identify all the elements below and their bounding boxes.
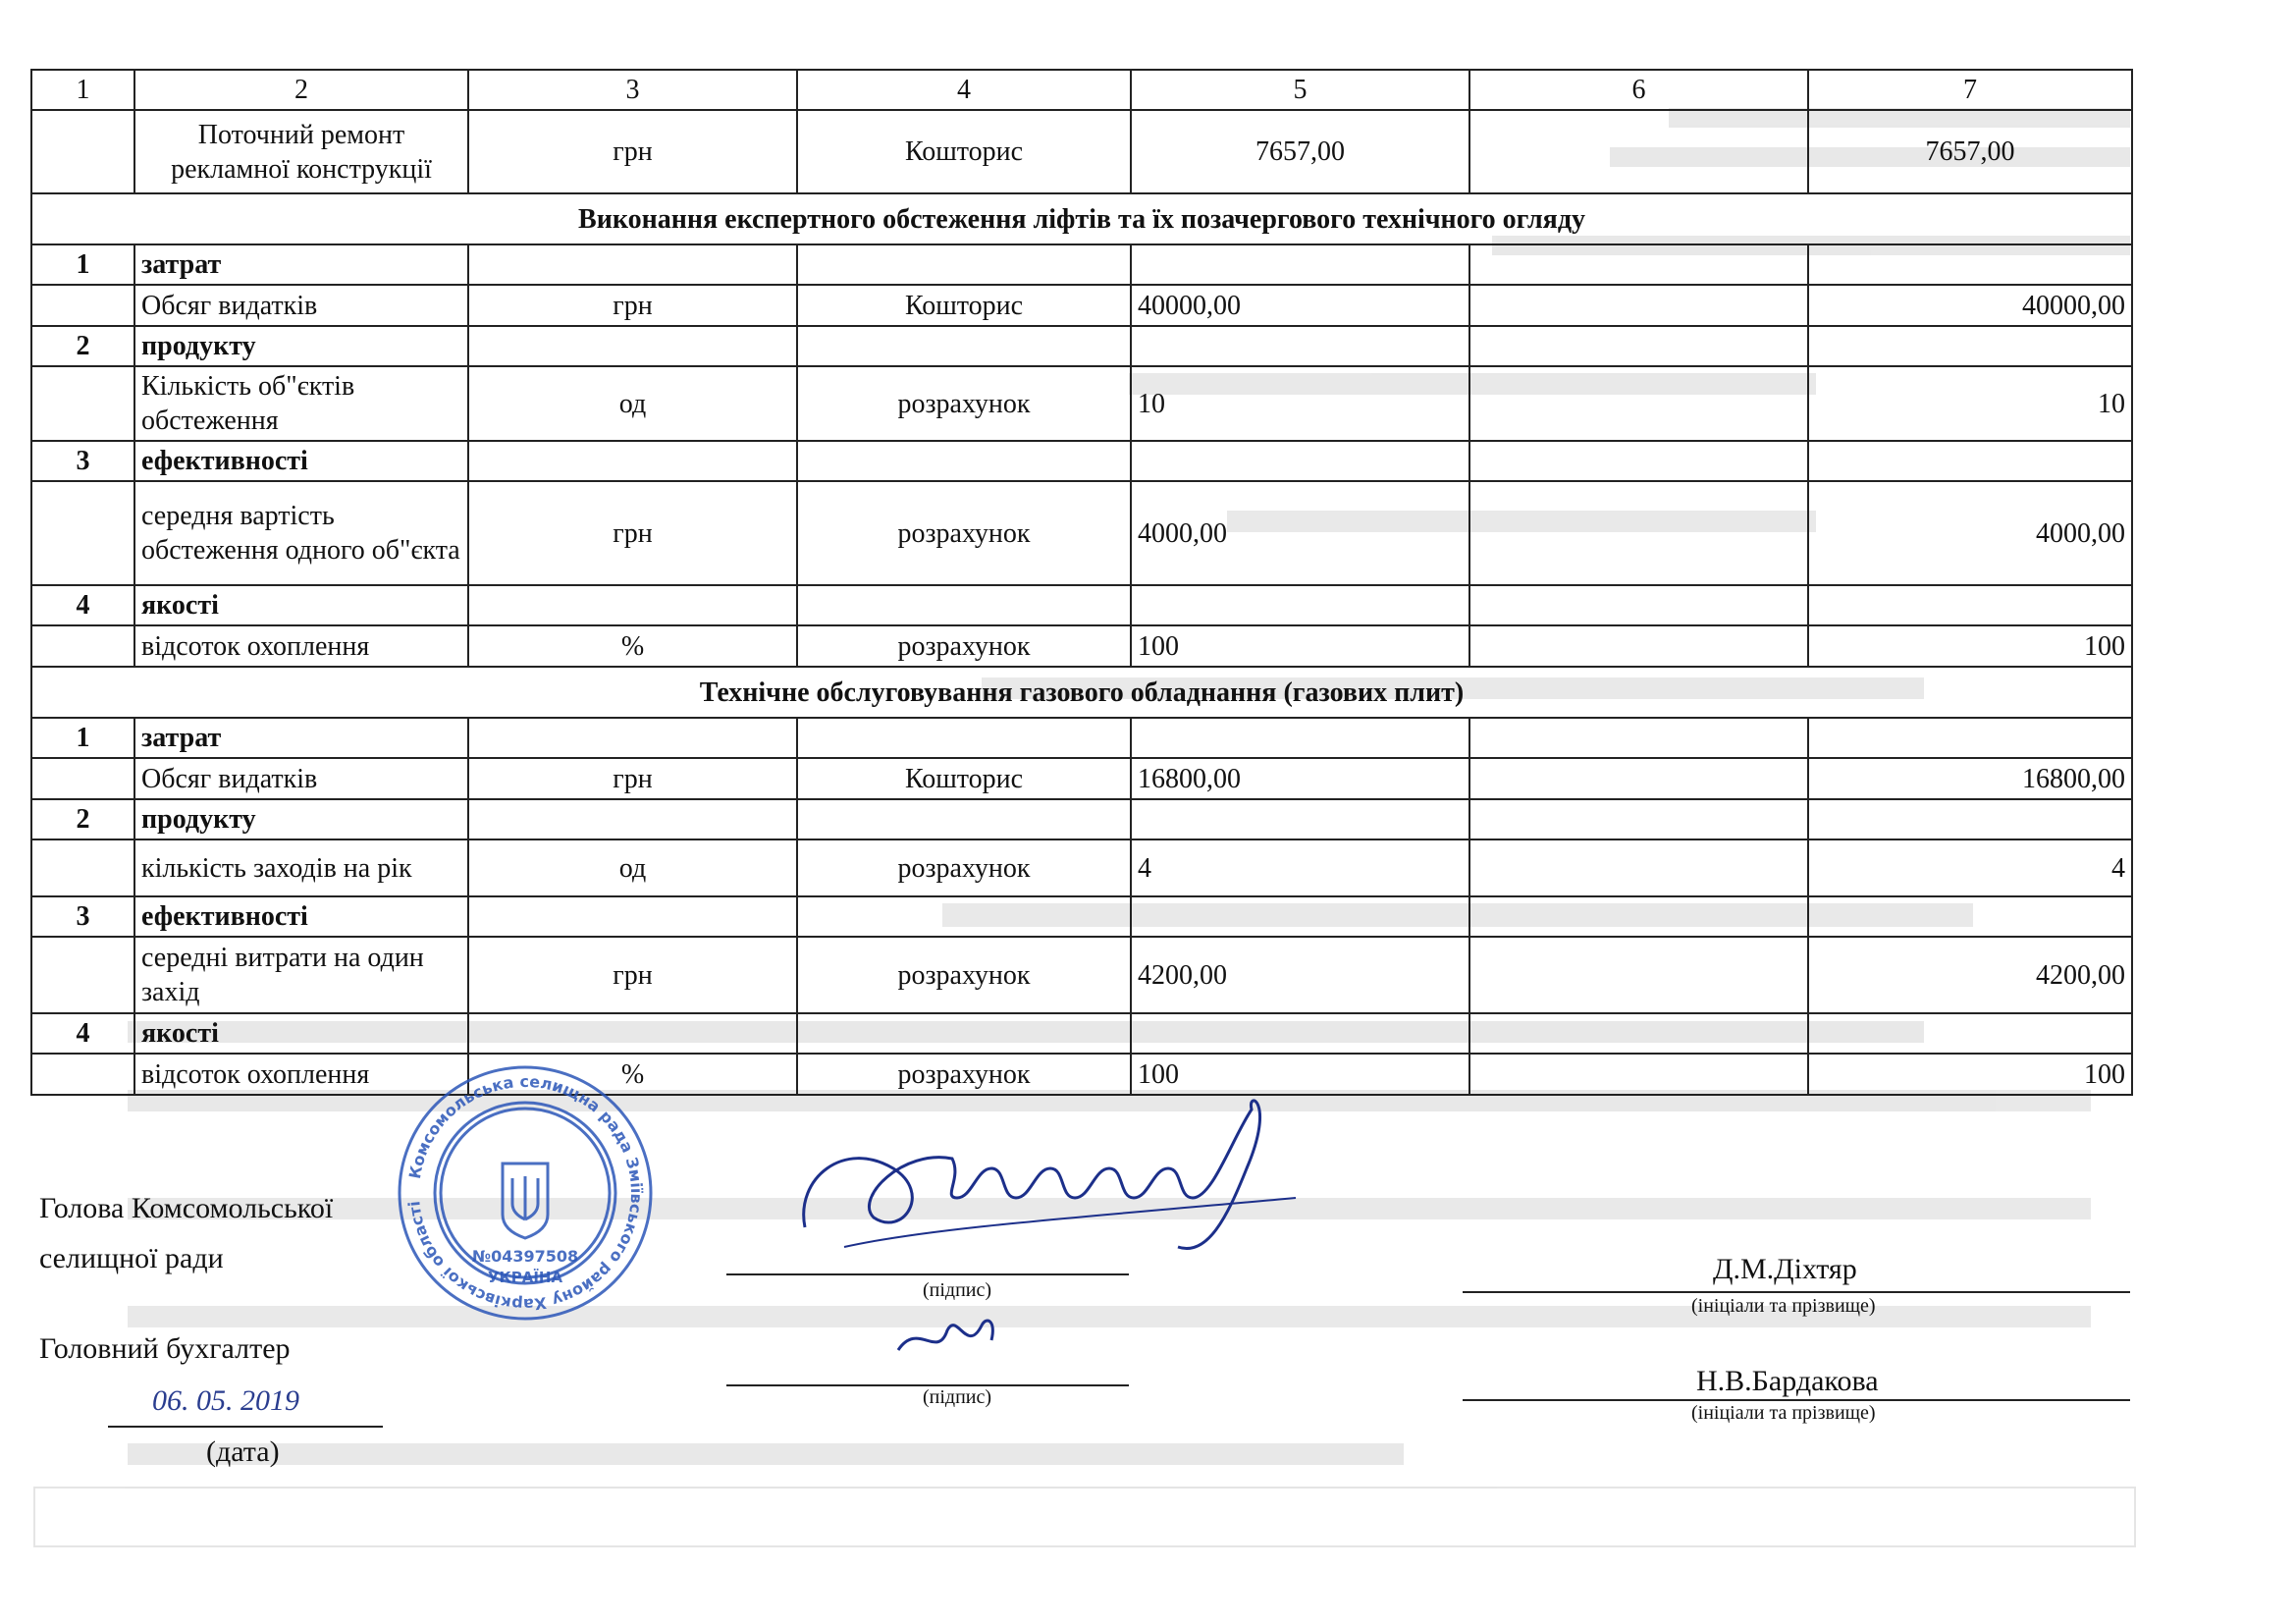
indicator-value-5: 10 [1131, 366, 1469, 441]
indicator-value-7: 4000,00 [1808, 481, 2132, 585]
group-number: 1 [31, 718, 134, 758]
col-2-header: 2 [134, 70, 468, 110]
col-5-header: 5 [1131, 70, 1469, 110]
group-number: 3 [31, 441, 134, 481]
indicator-unit: грн [468, 758, 797, 799]
indicator-source: розрахунок [797, 366, 1131, 441]
indicator-source: розрахунок [797, 839, 1131, 896]
indicator-unit: грн [468, 285, 797, 326]
col-1-header: 1 [31, 70, 134, 110]
indicator-value-5: 4 [1131, 839, 1469, 896]
table-row [31, 839, 2132, 896]
stamp-country: УКРАЇНА [487, 1269, 563, 1286]
accountant-handwritten-signature [888, 1301, 1006, 1370]
indicator-value-7: 10 [1808, 366, 2132, 441]
indicator-unit: од [468, 366, 797, 441]
head-name: Д.М.Діхтяр [1713, 1253, 1857, 1285]
indicator-name: кількість заходів на рік [134, 839, 468, 896]
group-number: 2 [31, 326, 134, 366]
indicator-unit: % [468, 1054, 797, 1095]
head-title [39, 1183, 333, 1283]
date-hint: (дата) [206, 1435, 280, 1468]
col-7-header: 7 [1808, 70, 2132, 110]
indicator-value-5: 40000,00 [1131, 285, 1469, 326]
accountant-title: Головний бухгалтер [39, 1332, 291, 1365]
indicator-value-7: 4 [1808, 839, 2132, 896]
group-number: 4 [31, 585, 134, 625]
trident-emblem [503, 1164, 548, 1238]
group-label: продукту [134, 326, 468, 366]
table-row [31, 285, 2132, 326]
column-number-row [31, 70, 2132, 110]
indicator-unit: грн [468, 110, 797, 193]
indicator-source: Кошторис [797, 285, 1131, 326]
group-label: якості [134, 585, 468, 625]
group-row [31, 1013, 2132, 1054]
table-row [31, 366, 2132, 441]
accountant-name-hint: (ініціали та прізвище) [1691, 1402, 1876, 1424]
head-title-line-2: селищної ради [39, 1242, 224, 1274]
indicator-value-7: 40000,00 [1808, 285, 2132, 326]
indicator-source: розрахунок [797, 481, 1131, 585]
indicator-value-5: 16800,00 [1131, 758, 1469, 799]
group-row [31, 896, 2132, 937]
indicator-source: розрахунок [797, 937, 1131, 1013]
group-label: затрат [134, 718, 468, 758]
indicator-unit: грн [468, 937, 797, 1013]
table-row [31, 937, 2132, 1013]
indicator-source: Кошторис [797, 110, 1131, 193]
indicator-value-7: 7657,00 [1808, 110, 2132, 193]
table-row [31, 758, 2132, 799]
table-row [31, 481, 2132, 585]
group-number: 3 [31, 896, 134, 937]
table-row [31, 110, 2132, 193]
official-stamp [393, 1060, 658, 1326]
indicator-value-5: 100 [1131, 625, 1469, 667]
accountant-signature-hint: (підпис) [923, 1386, 992, 1408]
indicator-source: розрахунок [797, 625, 1131, 667]
indicator-value-5: 4000,00 [1131, 481, 1469, 585]
indicator-name: Кількість об"єктів обстеження [134, 366, 468, 441]
group-row [31, 718, 2132, 758]
indicator-value-7: 4200,00 [1808, 937, 2132, 1013]
section-title-gas: Технічне обслуговування газового обладнання (газових плит) [31, 667, 2132, 718]
date-line [108, 1426, 383, 1428]
group-label: якості [134, 1013, 468, 1054]
indicator-name: відсоток охоплення [134, 625, 468, 667]
group-number: 4 [31, 1013, 134, 1054]
performance-indicators-table [30, 69, 2133, 1096]
indicator-value-5: 100 [1131, 1054, 1469, 1095]
indicator-unit: % [468, 625, 797, 667]
group-label: затрат [134, 244, 468, 285]
indicator-name: середні витрати на один захід [134, 937, 468, 1013]
section-title-row [31, 667, 2132, 718]
group-number: 2 [31, 799, 134, 839]
col-3-header: 3 [468, 70, 797, 110]
indicator-value-6 [1469, 110, 1808, 193]
group-row [31, 585, 2132, 625]
section-title-row [31, 193, 2132, 244]
group-row [31, 799, 2132, 839]
col-6-header: 6 [1469, 70, 1808, 110]
table-row [31, 625, 2132, 667]
indicator-value-7: 100 [1808, 625, 2132, 667]
indicator-source: Кошторис [797, 758, 1131, 799]
indicator-name: відсоток охоплення [134, 1054, 468, 1095]
indicator-name: Поточний ремонт рекламної конструкції [134, 110, 468, 193]
indicator-value-5: 7657,00 [1131, 110, 1469, 193]
stamp-code: №04397508 [471, 1247, 579, 1266]
section-title-lifts: Виконання експертного обстеження ліфтів та їх позачергового технічного огляду [31, 193, 2132, 244]
indicator-name: Обсяг видатків [134, 758, 468, 799]
head-title-line-1: Голова Комсомольської [39, 1192, 334, 1224]
indicator-unit: грн [468, 481, 797, 585]
accountant-name: Н.В.Бардакова [1696, 1365, 1879, 1397]
indicator-value-5: 4200,00 [1131, 937, 1469, 1013]
indicator-value-7: 100 [1808, 1054, 2132, 1095]
head-name-line [1463, 1291, 2130, 1293]
group-number: 1 [31, 244, 134, 285]
group-label: ефективності [134, 896, 468, 937]
col-4-header: 4 [797, 70, 1131, 110]
stamp-ring-text-path: Комсомольська селищна рада Зміївського району Харківської області [404, 1071, 647, 1315]
group-label: продукту [134, 799, 468, 839]
indicator-name: середня вартість обстеження одного об"єкта [134, 481, 468, 585]
group-row [31, 244, 2132, 285]
indicator-unit: од [468, 839, 797, 896]
indicator-value-7: 16800,00 [1808, 758, 2132, 799]
handwritten-signature [785, 1080, 1315, 1276]
date-value: 06. 05. 2019 [152, 1384, 299, 1417]
accountant-name-line [1463, 1399, 2130, 1401]
group-label: ефективності [134, 441, 468, 481]
group-row [31, 441, 2132, 481]
head-name-hint: (ініціали та прізвище) [1691, 1295, 1876, 1317]
head-signature-hint: (підпис) [923, 1279, 992, 1301]
indicator-source: розрахунок [797, 1054, 1131, 1095]
group-row [31, 326, 2132, 366]
indicator-name: Обсяг видатків [134, 285, 468, 326]
